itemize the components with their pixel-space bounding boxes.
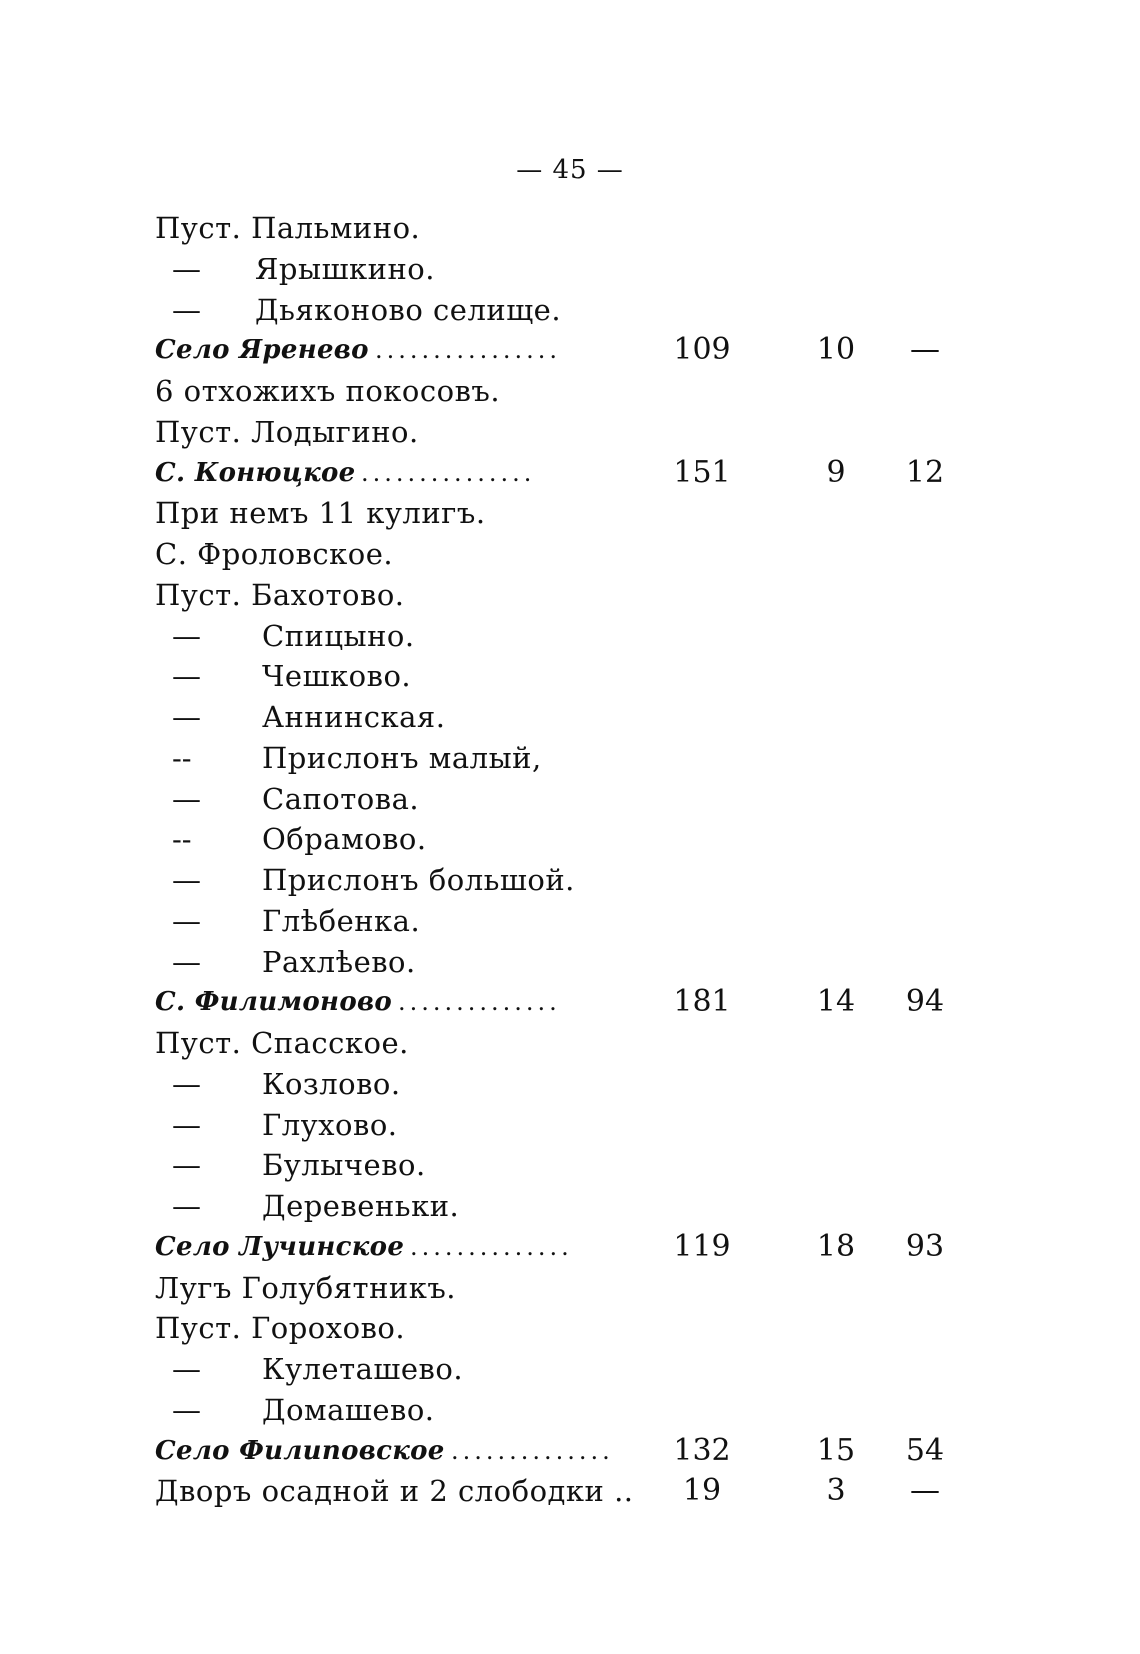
village-entry-row bbox=[0, 453, 1140, 494]
count-column-3: — bbox=[910, 332, 940, 368]
entry-name: Пуст. Спасское. bbox=[155, 1026, 409, 1060]
entry-name: Обрамово. bbox=[262, 822, 427, 857]
dash-mark: — bbox=[172, 1392, 201, 1427]
text-row bbox=[0, 1268, 1140, 1309]
sub-entry-row bbox=[0, 656, 1140, 697]
entry-name: Лугъ Голубятникъ. bbox=[155, 1270, 457, 1305]
entry-name: Глѣбенка. bbox=[262, 903, 421, 938]
entry-name: Сапотова. bbox=[262, 781, 420, 816]
village-entry-row bbox=[0, 1431, 1140, 1472]
count-column-3: 54 bbox=[905, 1432, 945, 1468]
dash-mark: — bbox=[172, 1148, 201, 1183]
text-row bbox=[0, 1471, 1140, 1512]
entry-name: С. Конюцкое bbox=[155, 457, 356, 488]
dash-mark: — bbox=[172, 944, 201, 979]
entry-name: При немъ 11 кулигъ. bbox=[155, 496, 486, 531]
sub-entry-row bbox=[0, 901, 1140, 942]
entry-name: Рахлѣево. bbox=[262, 944, 416, 979]
text-row bbox=[0, 371, 1140, 412]
entry-name: Ярышкино. bbox=[255, 251, 435, 286]
dash-mark: — bbox=[172, 659, 201, 694]
entry-name: Пуст. Лодыгино. bbox=[155, 414, 419, 449]
village-entry-row bbox=[0, 982, 1140, 1023]
entry-name: С. Филимоново bbox=[155, 987, 392, 1018]
entry-name: Дворъ осадной и 2 слободки .. bbox=[155, 1474, 634, 1509]
village-entry-row bbox=[0, 1227, 1140, 1268]
count-column-2: 14 bbox=[816, 984, 856, 1020]
sub-entry-row bbox=[0, 616, 1140, 657]
text-row bbox=[0, 575, 1140, 616]
sub-entry-row bbox=[0, 1186, 1140, 1227]
text-row bbox=[0, 1023, 1140, 1064]
count-column-3: 93 bbox=[905, 1228, 945, 1264]
count-column-3: 94 bbox=[905, 984, 945, 1020]
entry-name: Козлово. bbox=[262, 1066, 401, 1101]
sub-entry-row bbox=[0, 942, 1140, 983]
dash-mark: -- bbox=[172, 822, 192, 857]
entry-name: Село Лучинское bbox=[155, 1231, 405, 1262]
text-row bbox=[0, 412, 1140, 453]
dash-mark: — bbox=[172, 1066, 201, 1101]
entry-name: Кулеташево. bbox=[262, 1352, 464, 1386]
entry-name: Дьяконово селище. bbox=[255, 292, 562, 327]
count-column-3: 12 bbox=[905, 454, 945, 490]
count-column-1: 109 bbox=[673, 332, 731, 368]
sub-entry-row bbox=[0, 249, 1140, 290]
dash-mark: — bbox=[172, 1352, 201, 1386]
text-row bbox=[0, 1308, 1140, 1349]
count-column-3: — bbox=[910, 1473, 940, 1509]
dash-mark: — bbox=[172, 1189, 201, 1223]
dash-mark: — bbox=[172, 292, 201, 327]
sub-entry-row bbox=[0, 1064, 1140, 1105]
count-column-1: 19 bbox=[682, 1473, 722, 1509]
count-column-2: 3 bbox=[826, 1473, 846, 1509]
entry-name: Деревеньки. bbox=[262, 1189, 460, 1223]
entry-name: Булычево. bbox=[262, 1148, 426, 1183]
text-row bbox=[0, 493, 1140, 534]
sub-entry-row bbox=[0, 1145, 1140, 1186]
dot-leader: .............. bbox=[398, 988, 561, 1017]
dash-mark: — bbox=[172, 251, 201, 286]
entry-name: Чешково. bbox=[262, 659, 412, 694]
entry-name: Домашево. bbox=[262, 1392, 435, 1427]
dash-mark: — bbox=[172, 781, 201, 816]
count-column-2: 18 bbox=[816, 1228, 856, 1264]
count-column-1: 181 bbox=[673, 984, 731, 1020]
entry-name: Прислонъ большой. bbox=[262, 863, 575, 897]
text-row bbox=[0, 208, 1140, 249]
count-column-2: 15 bbox=[816, 1432, 856, 1468]
entry-name: Село Яренево bbox=[155, 335, 369, 366]
entry-name: 6 отхожихъ покосовъ. bbox=[155, 374, 501, 408]
village-entry-row bbox=[0, 330, 1140, 371]
register-list bbox=[0, 208, 1140, 1512]
count-column-1: 119 bbox=[673, 1228, 731, 1264]
sub-entry-row bbox=[0, 290, 1140, 331]
sub-entry-row bbox=[0, 1390, 1140, 1431]
entry-name: Пуст. Бахотово. bbox=[155, 577, 405, 612]
count-column-2: 9 bbox=[826, 454, 846, 490]
entry-name: Пуст. Горохово. bbox=[155, 1311, 406, 1346]
dash-mark: -- bbox=[172, 740, 192, 775]
dash-mark: — bbox=[172, 863, 201, 897]
dash-mark: — bbox=[172, 700, 201, 734]
entry-name: Пуст. Пальмино. bbox=[155, 211, 421, 245]
entry-name: Глухово. bbox=[262, 1107, 398, 1142]
count-column-1: 151 bbox=[673, 454, 731, 490]
entry-name: Аннинская. bbox=[262, 700, 446, 734]
sub-entry-row bbox=[0, 697, 1140, 738]
entry-name: Село Филиповское bbox=[155, 1435, 445, 1466]
dot-leader: .............. bbox=[451, 1436, 614, 1465]
entry-name: Спицыно. bbox=[262, 618, 415, 653]
dash-mark: — bbox=[172, 903, 201, 938]
sub-entry-row bbox=[0, 1105, 1140, 1146]
dot-leader: ............... bbox=[361, 458, 536, 487]
sub-entry-row bbox=[0, 738, 1140, 779]
entry-name: С. Фроловское. bbox=[155, 537, 394, 571]
sub-entry-row bbox=[0, 1349, 1140, 1390]
text-row bbox=[0, 534, 1140, 575]
sub-entry-row bbox=[0, 860, 1140, 901]
sub-entry-row bbox=[0, 819, 1140, 860]
dash-mark: — bbox=[172, 1107, 201, 1142]
count-column-2: 10 bbox=[816, 332, 856, 368]
sub-entry-row bbox=[0, 779, 1140, 820]
page-number: — 45 — bbox=[516, 155, 624, 185]
dot-leader: ................ bbox=[375, 336, 562, 365]
dot-leader: .............. bbox=[410, 1232, 573, 1261]
entry-name: Прислонъ малый, bbox=[262, 740, 542, 775]
dash-mark: — bbox=[172, 618, 201, 653]
count-column-1: 132 bbox=[673, 1432, 731, 1468]
